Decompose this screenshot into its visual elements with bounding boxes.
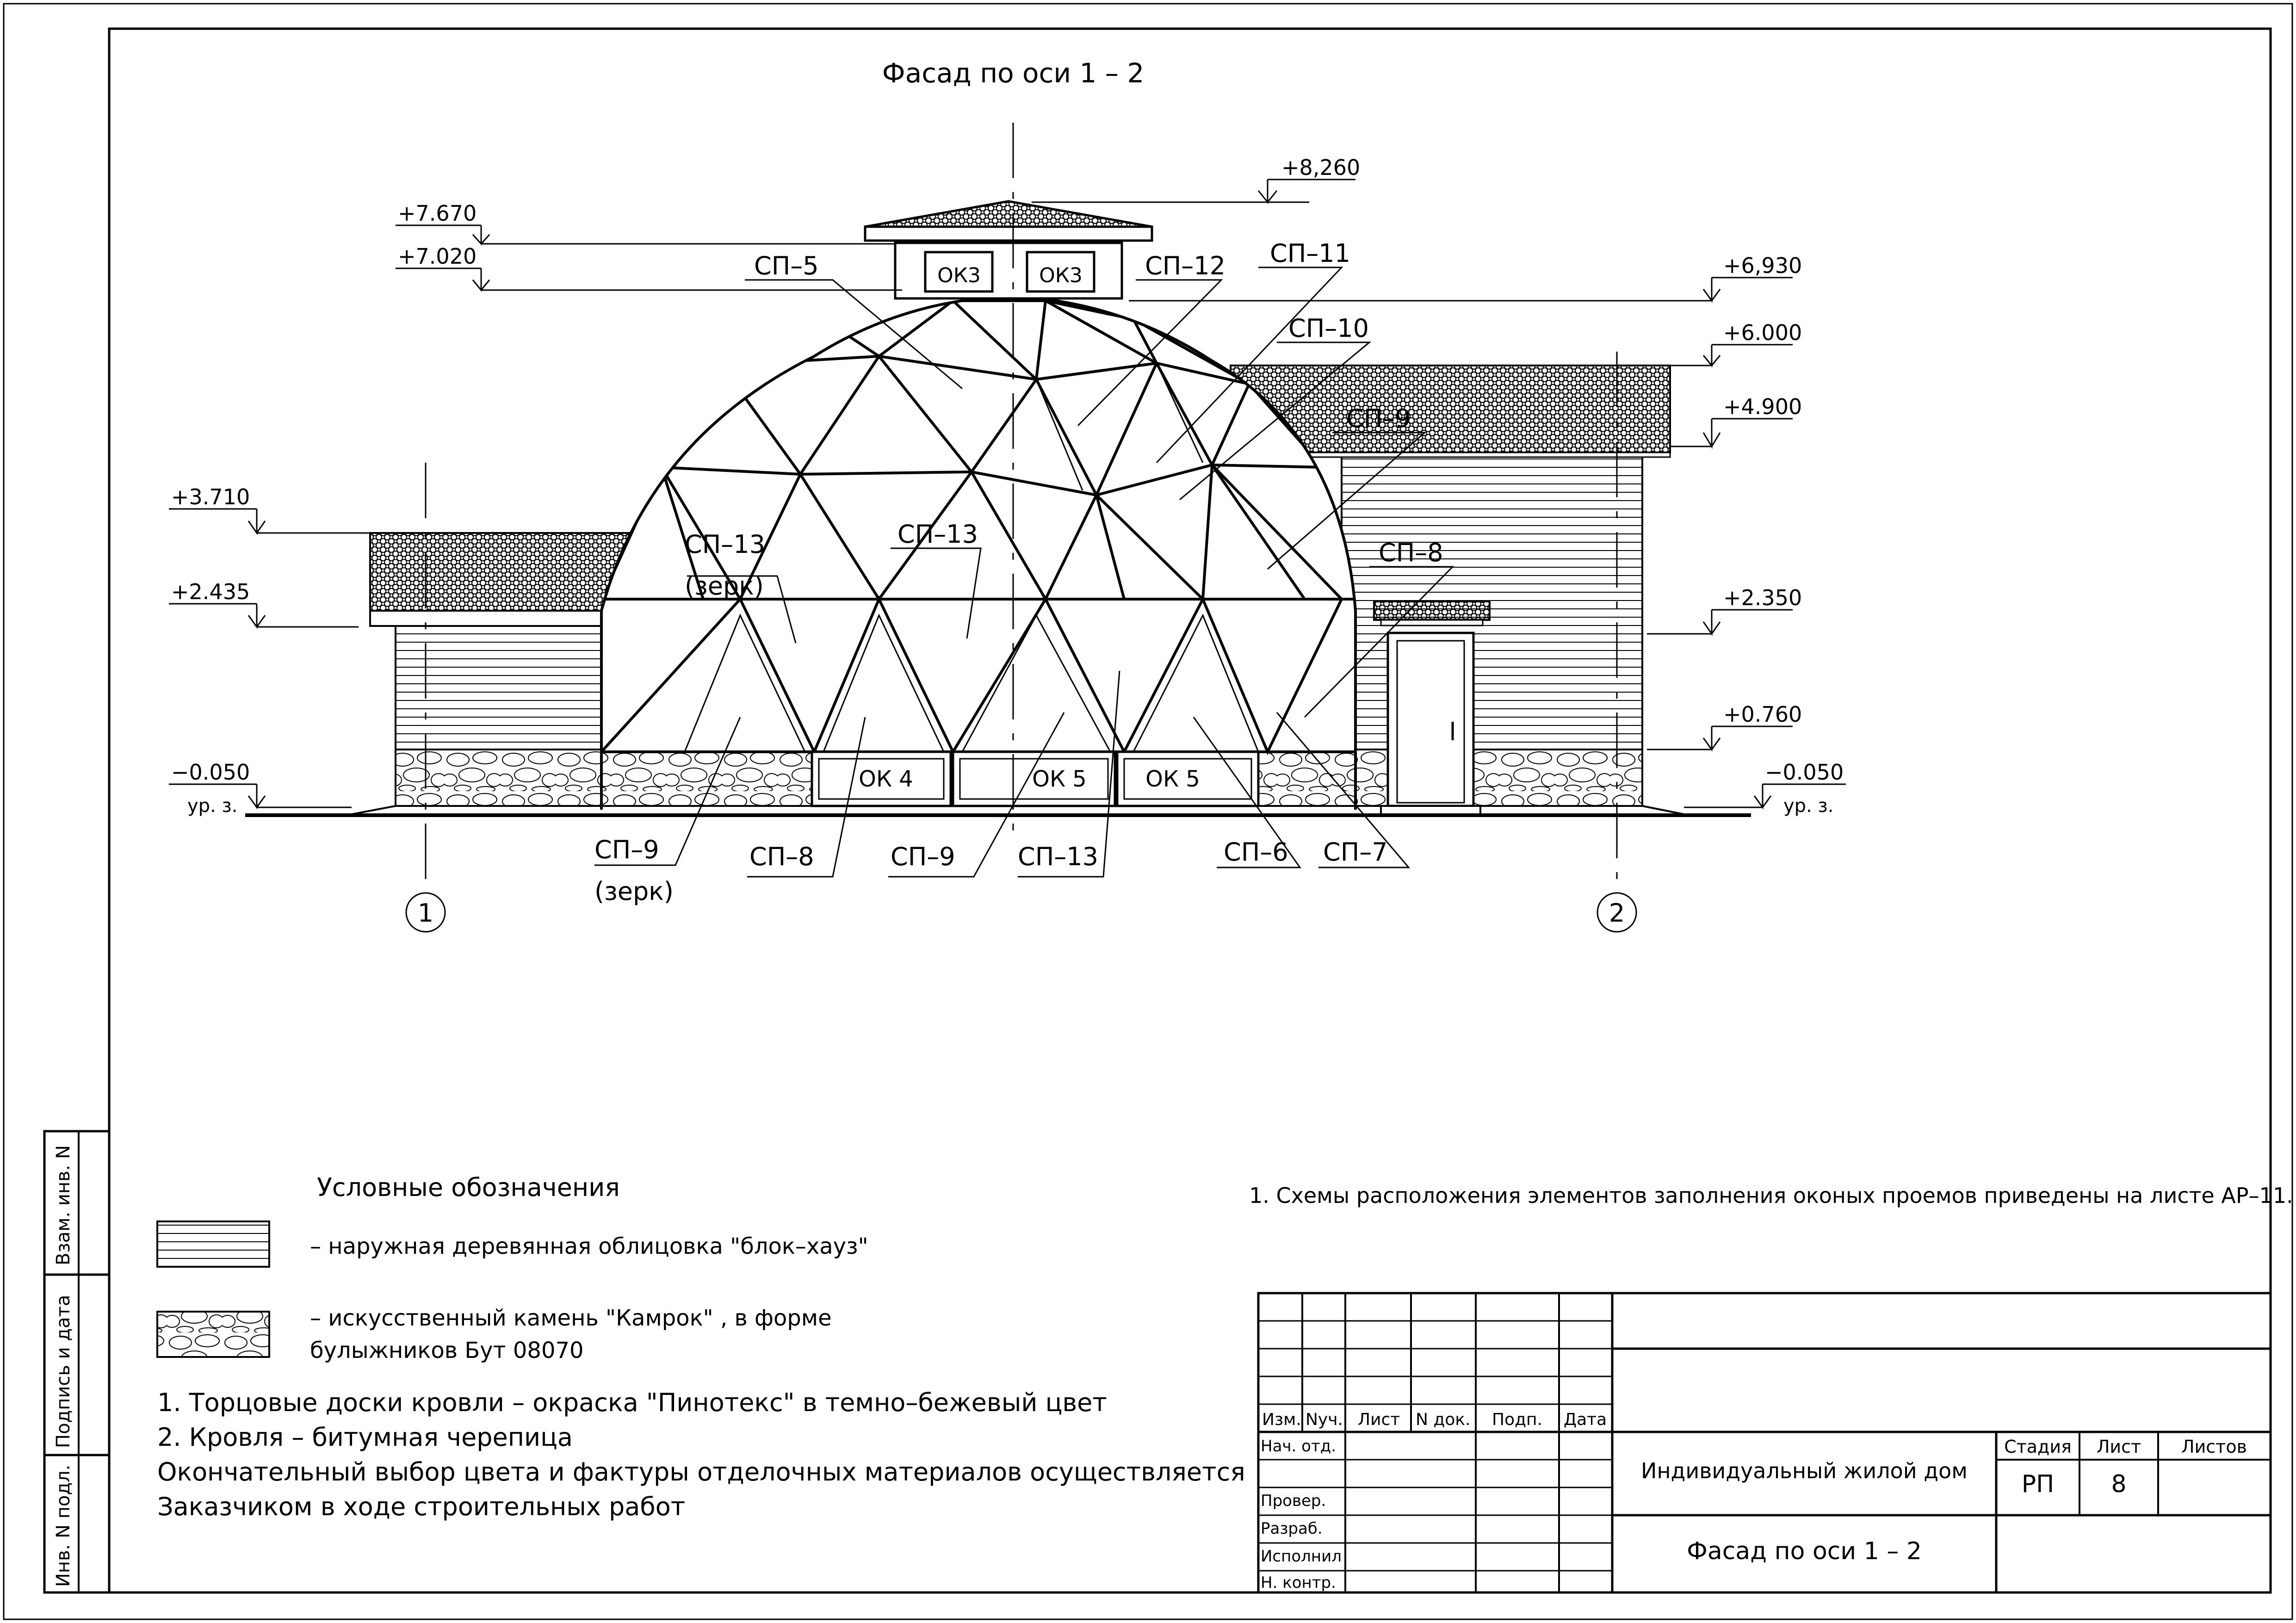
legend-note4: Заказчиком в ходе строительных работ	[157, 1492, 686, 1521]
tb-project: Индивидуальный жилой дом	[1641, 1458, 1968, 1483]
panel-sp10: СП–10	[1288, 314, 1369, 343]
title-block-text	[1261, 1410, 2247, 1592]
elev-2435: +2.435	[171, 579, 250, 604]
tb-row-ispolnil: Исполнил	[1261, 1547, 1342, 1566]
tb-row-razrab: Разраб.	[1261, 1519, 1323, 1538]
tb-sheets-label: Листов	[2181, 1437, 2247, 1457]
elev-2350: +2.350	[1723, 585, 1802, 610]
elev-0760: +0.760	[1723, 702, 1802, 727]
legend-siding-swatch	[157, 1221, 269, 1267]
panel-sp5: СП–5	[754, 251, 819, 280]
tb-sheet-label: Лист	[2096, 1437, 2141, 1457]
elev-6000: +6.000	[1723, 320, 1802, 345]
elev-7020: +7.020	[398, 244, 477, 269]
side-stamp	[44, 1131, 109, 1592]
stamp-podpis: Подпись и дата	[53, 1295, 74, 1448]
left-annex	[352, 533, 629, 814]
panel-sp12: СП–12	[1145, 251, 1226, 280]
stamp-inv: Инв. N подл.	[53, 1464, 74, 1587]
geodesic-dome	[601, 201, 1355, 810]
legend-item1: – наружная деревянная облицовка "блок–хауз"	[310, 1233, 868, 1259]
elev-7670: +7.670	[398, 201, 477, 226]
panel-sp8-top: СП–8	[1379, 538, 1443, 567]
legend-heading: Условные обозначения	[317, 1173, 620, 1202]
tb-stage-label: Стадия	[2004, 1437, 2072, 1457]
elev-4900: +4.900	[1723, 394, 1802, 419]
tb-col-list: Лист	[1358, 1410, 1400, 1429]
tb-col-izm: Изм.	[1262, 1410, 1301, 1429]
ground-label-left: ур. з.	[187, 795, 238, 817]
tb-row-prover: Провер.	[1261, 1492, 1326, 1510]
tb-sheet: 8	[2111, 1470, 2127, 1498]
tb-row-nach: Нач. отд.	[1261, 1437, 1337, 1456]
elev-3710: +3.710	[171, 484, 250, 509]
tb-col-ndok: N док.	[1416, 1410, 1471, 1429]
panel-sp13-bottom: СП–13	[1018, 842, 1099, 871]
elev-6930: +6,930	[1723, 253, 1802, 278]
panel-sp9-bottom-note: (зерк)	[594, 877, 674, 906]
panel-sp9-bottom: СП–9	[594, 835, 659, 864]
ground-label-right: ур. з.	[1783, 795, 1834, 817]
panel-sp9-top: СП–9	[1346, 404, 1411, 433]
window-ok4: ОК 4	[859, 766, 913, 792]
axis-label-2: 2	[1609, 898, 1625, 928]
axis-label-1: 1	[417, 898, 434, 928]
window-ok5-a: ОК 5	[1032, 766, 1087, 792]
stamp-vzam: Взам. инв. N	[53, 1145, 74, 1265]
legend	[157, 1173, 1245, 1521]
panel-sp13-left: СП–13	[685, 530, 766, 559]
legend-note3: Окончательный выбор цвета и фактуры отделочных материалов осуществляется	[157, 1457, 1245, 1487]
elev-m050-right: −0.050	[1765, 760, 1844, 785]
general-note: 1. Схемы расположения элементов заполнения оконых проемов приведены на листе АР–11.	[1249, 1183, 2293, 1208]
window-ok3-a: ОК3	[937, 264, 981, 287]
tb-col-data: Дата	[1564, 1410, 1607, 1429]
elev-8260: +8,260	[1281, 155, 1361, 180]
legend-note1: 1. Торцовые доски кровли – окраска "Пинотекс" в темно–бежевый цвет	[157, 1388, 1107, 1417]
tb-col-podp: Подп.	[1492, 1410, 1542, 1429]
legend-note2: 2. Кровля – битумная черепица	[157, 1423, 573, 1452]
legend-item2-line2: булыжников Бут 08070	[310, 1338, 584, 1363]
sheet-border	[4, 4, 2292, 1619]
window-ok5-b: ОК 5	[1145, 766, 1200, 792]
drawing-title: Фасад по оси 1 – 2	[882, 57, 1145, 89]
legend-stone-swatch	[157, 1312, 269, 1357]
panel-sp9-bottom2: СП–9	[891, 842, 955, 871]
panel-sp13-left-note: (зерк)	[685, 571, 764, 601]
window-ok3-b: ОК3	[1039, 264, 1083, 287]
tb-row-nkontr: Н. контр.	[1261, 1573, 1336, 1592]
tb-stage: РП	[2021, 1470, 2055, 1498]
panel-sp6: СП–6	[1224, 837, 1288, 867]
panel-sp13-mid: СП–13	[897, 520, 978, 549]
panel-sp7: СП–7	[1323, 837, 1388, 867]
tb-col-nuch: Nуч.	[1306, 1410, 1343, 1429]
elev-m050-left: −0.050	[171, 760, 250, 785]
panel-sp8-bottom: СП–8	[749, 842, 814, 871]
legend-item2-line1: – искусственный камень "Камрок" , в форме	[310, 1305, 832, 1331]
panel-sp11: СП–11	[1270, 239, 1351, 268]
tb-sheet-title: Фасад по оси 1 – 2	[1687, 1537, 1922, 1565]
